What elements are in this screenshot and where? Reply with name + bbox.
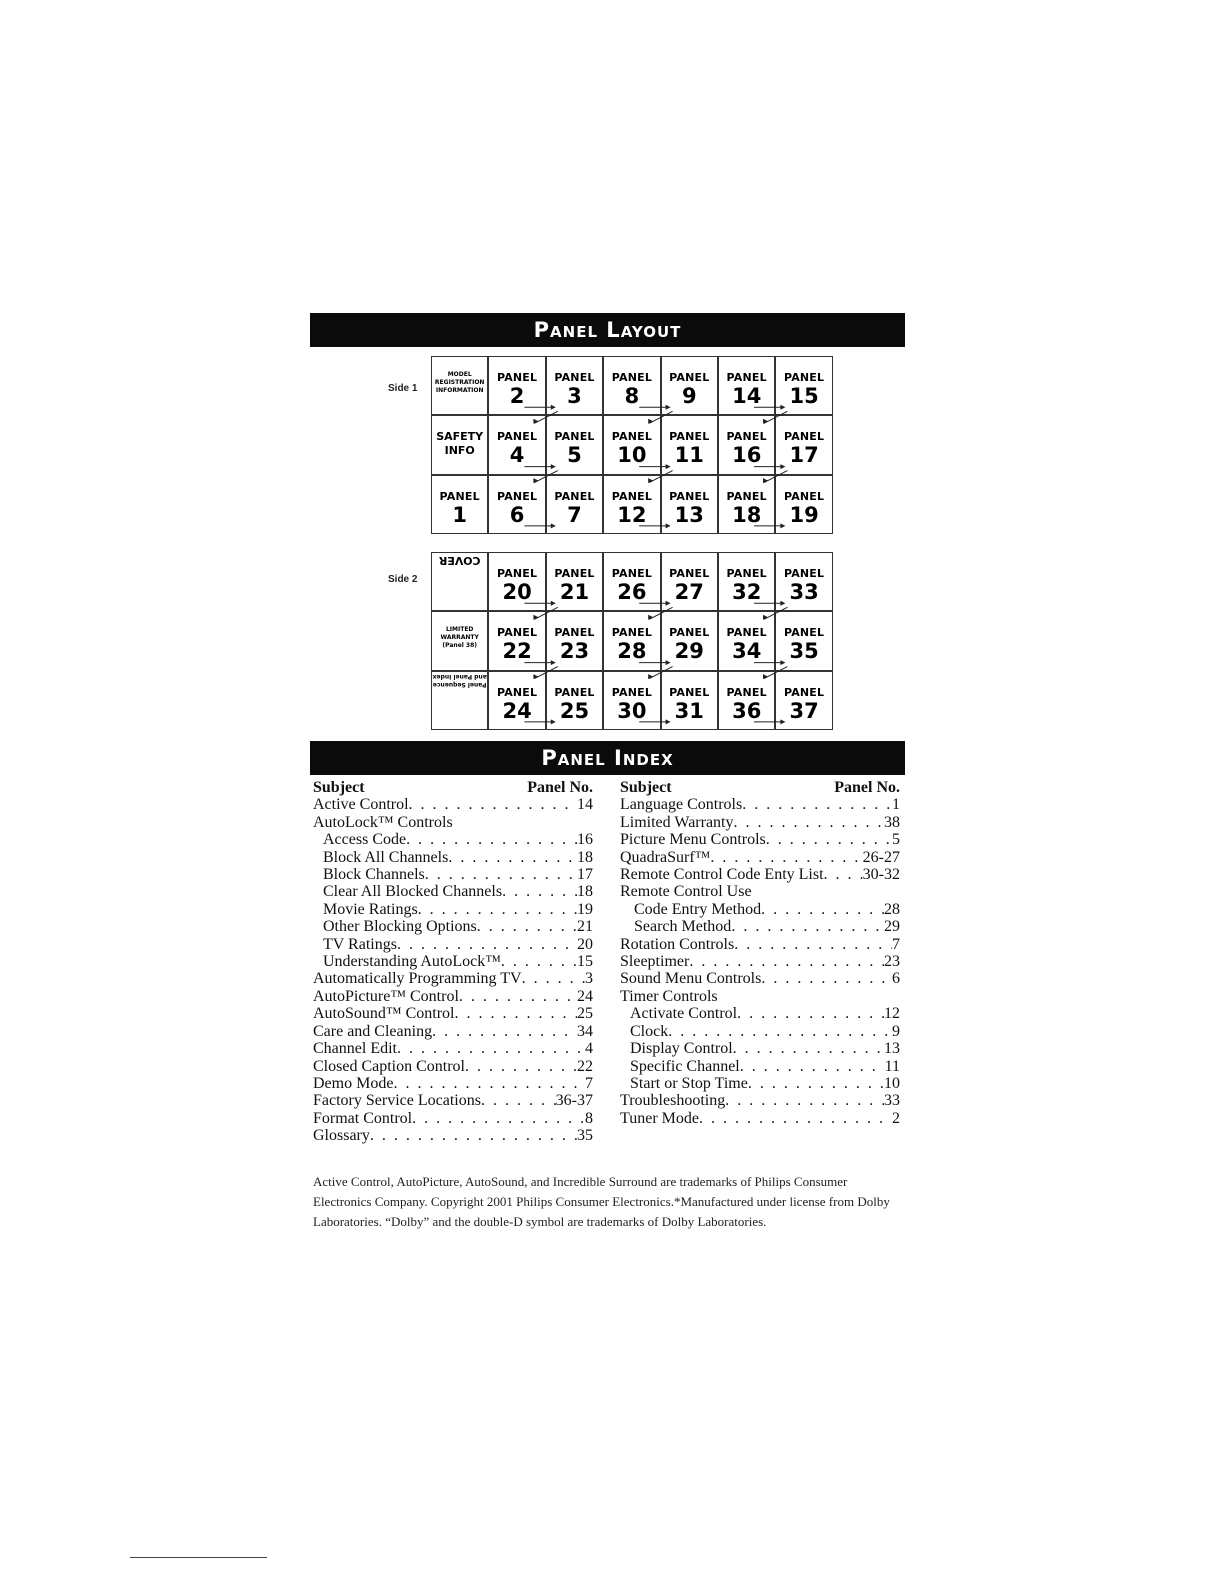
index-panel-number: 19 (577, 900, 593, 918)
index-panel-number: 36-37 (555, 1092, 593, 1110)
index-subject: AutoLock™ Controls (313, 813, 453, 831)
dot-leader (761, 970, 892, 987)
index-entry (313, 1040, 593, 1057)
index-entry (313, 831, 593, 848)
dot-leader (432, 1023, 577, 1040)
index-subject: Clear All Blocked Channels (323, 883, 503, 901)
index-subject: Closed Caption Control (313, 1057, 465, 1075)
panel-number: 32 (732, 580, 762, 604)
index-panel-number: 5 (892, 831, 900, 849)
panel-label: PANEL (783, 430, 825, 444)
index-subject: Search Method (634, 918, 732, 936)
dot-leader (406, 831, 577, 848)
panel-label: PANEL (554, 489, 595, 503)
panel-7-cell (546, 475, 603, 534)
index-panel-number: 28 (884, 900, 900, 918)
dot-leader (742, 796, 892, 813)
panel-label: PANEL (439, 489, 480, 503)
index-subject: Start or Stop Time (630, 1074, 748, 1092)
divider-line (130, 1557, 267, 1558)
panel-no-header: Panel No. (527, 779, 593, 796)
panel-number: 3 (567, 384, 582, 408)
panel-index-heading: Panel Index (310, 741, 905, 775)
dot-leader (481, 1092, 556, 1109)
panel-number: 23 (559, 639, 590, 664)
panel-number: 29 (674, 639, 704, 664)
side-2-panel-grid (431, 552, 833, 730)
index-entry (620, 918, 900, 935)
panel-label: PANEL (669, 489, 710, 503)
index-subject: Automatically Programming TV (313, 970, 522, 988)
panel-number: 30 (617, 698, 647, 723)
index-entry (313, 1127, 593, 1144)
index-panel-number: 3 (585, 970, 593, 988)
trademark-footnote: Active Control, AutoPicture, AutoSound, and Incredible Surround are trademarks of Philips Consumer Electronics Company. Copyright 2001 Philips Consumer Electronics.*Manufactured under license from Dolby Laboratories. “Dolby” and the double-D symbol are trademarks of Dolby Laboratories. (313, 1174, 890, 1229)
index-subject: Care and Cleaning (313, 1022, 433, 1040)
panel-label: PANEL (669, 626, 710, 640)
index-subject: Code Entry Method (634, 900, 762, 918)
index-panel-number: 8 (585, 1109, 593, 1127)
index-subject: AutoSound™ Control (313, 1005, 455, 1023)
panel-label: PANEL (783, 685, 825, 699)
panel-number: 13 (674, 502, 704, 527)
index-panel-number: 21 (577, 918, 593, 936)
panel-label: PANEL (783, 567, 825, 580)
panel-label: PANEL (783, 371, 825, 384)
panel-label: PANEL (783, 626, 825, 640)
index-entry (313, 796, 593, 813)
panel-label: PANEL (554, 685, 595, 699)
index-panel-number: 23 (884, 953, 900, 971)
panel-34-cell (718, 611, 775, 670)
panel-label: PANEL (611, 685, 653, 699)
panel-number: 37 (789, 698, 819, 723)
special-panel-label: Panel Sequence and Panel Index (432, 672, 487, 688)
panel-number: 14 (732, 384, 762, 408)
index-subject: Remote Control Use (620, 883, 752, 901)
panel-label: PANEL (611, 626, 653, 640)
panel-number: 25 (559, 698, 590, 723)
panel-25-cell (546, 671, 603, 730)
panel-5-cell (546, 415, 603, 474)
panel-number: 4 (509, 443, 525, 468)
panel-number: 24 (502, 698, 532, 723)
dot-leader (733, 1040, 884, 1057)
dot-leader (412, 1110, 585, 1127)
panel-number: 26 (617, 580, 647, 604)
index-entry (620, 936, 900, 953)
index-panel-number: 29 (884, 918, 900, 936)
index-subject: Picture Menu Controls (620, 831, 766, 849)
panel-label: PANEL (496, 685, 538, 699)
panel-label: PANEL (496, 371, 538, 384)
dot-leader (734, 814, 885, 831)
dot-leader (397, 936, 577, 953)
panel-label: PANEL (496, 430, 538, 444)
special-panel-label: MODEL REGISTRATION INFORMATION (434, 371, 485, 394)
special-panel-label: SAFETY INFO (436, 430, 484, 458)
panel-number: 35 (789, 639, 819, 664)
index-subject: Access Code (323, 831, 407, 849)
side-2-label: Side 2 (388, 574, 418, 585)
panel-14-cell (718, 356, 775, 415)
index-entry (313, 1058, 593, 1075)
panel-number: 15 (789, 384, 819, 408)
dot-leader (710, 849, 862, 866)
index-panel-number: 17 (577, 866, 593, 884)
index-panel-number: 33 (884, 1092, 900, 1110)
panel-label: PANEL (611, 430, 653, 444)
panel-27-cell (661, 552, 718, 611)
panel-33-cell (775, 552, 832, 611)
panel-number: 18 (732, 502, 762, 527)
index-entry (313, 1075, 593, 1092)
dot-leader (418, 901, 577, 918)
panel-12-cell (603, 475, 660, 534)
index-panel-number: 12 (884, 1005, 900, 1023)
index-subject: Movie Ratings (323, 900, 418, 918)
index-subject: Format Control (313, 1109, 413, 1127)
special-panel-cell (431, 552, 488, 611)
panel-number: 21 (559, 580, 590, 604)
panel-label: PANEL (611, 567, 653, 580)
dot-leader (731, 918, 884, 935)
panel-8-cell (603, 356, 660, 415)
index-header (620, 779, 900, 796)
panel-number: 34 (732, 639, 762, 664)
index-entry (313, 901, 593, 918)
index-entry (620, 796, 900, 813)
panel-37-cell (775, 671, 832, 730)
index-entry (620, 831, 900, 848)
index-entry (313, 953, 593, 970)
index-entry (620, 1023, 900, 1040)
panel-17-cell (775, 415, 832, 474)
index-entry (620, 1005, 900, 1022)
index-subject: Display Control (630, 1040, 733, 1058)
dot-leader (522, 970, 585, 987)
panel-28-cell (603, 611, 660, 670)
index-panel-number: 10 (884, 1074, 900, 1092)
panel-label: PANEL (726, 430, 767, 444)
index-subject: Sound Menu Controls (620, 970, 762, 988)
panel-number: 7 (567, 502, 582, 527)
index-entry (313, 1110, 593, 1127)
index-entry (620, 970, 900, 987)
dot-leader (465, 1058, 577, 1075)
index-subject: Clock (630, 1022, 669, 1040)
index-subject: Channel Edit (313, 1040, 397, 1058)
index-panel-number: 25 (577, 1005, 593, 1023)
dot-leader (737, 1005, 884, 1022)
index-subject: Tuner Mode (620, 1109, 699, 1127)
index-panel-number: 34 (577, 1022, 593, 1040)
index-panel-number: 14 (577, 796, 593, 814)
index-entry (313, 1023, 593, 1040)
panel-32-cell (718, 552, 775, 611)
index-subject: Limited Warranty (620, 813, 734, 831)
dot-leader (734, 936, 892, 953)
dot-leader (699, 1110, 892, 1127)
panel-label: PANEL (726, 626, 767, 640)
panel-label: PANEL (554, 371, 595, 384)
dot-leader (501, 953, 577, 970)
special-panel-cell (431, 611, 488, 670)
panel-18-cell (718, 475, 775, 534)
index-panel-number: 24 (577, 987, 593, 1005)
index-entry (620, 1092, 900, 1109)
index-subject: Activate Control (630, 1005, 738, 1023)
index-panel-number: 9 (892, 1022, 900, 1040)
index-panel-number: 4 (585, 1040, 593, 1058)
panel-number: 27 (674, 580, 704, 604)
dot-leader (824, 866, 863, 883)
panel-label: PANEL (669, 371, 710, 384)
panel-number: 31 (674, 698, 704, 723)
dot-leader (725, 1092, 884, 1109)
index-panel-number: 7 (892, 935, 900, 953)
index-subject: Block Channels (323, 866, 425, 884)
index-entry (313, 883, 593, 900)
index-panel-number: 7 (585, 1074, 593, 1092)
index-entry (313, 866, 593, 883)
panel-number: 20 (502, 580, 532, 604)
panel-number: 1 (452, 502, 467, 527)
panel-label: PANEL (496, 626, 538, 640)
index-subject: Timer Controls (620, 987, 718, 1005)
panel-number: 5 (567, 443, 582, 468)
dot-leader (448, 849, 577, 866)
index-subject: Rotation Controls (620, 935, 735, 953)
dot-leader (689, 953, 884, 970)
dot-leader (668, 1023, 892, 1040)
subject-header: Subject (313, 779, 365, 796)
index-entry (313, 1005, 593, 1022)
panel-label: PANEL (726, 567, 767, 580)
index-header (313, 779, 593, 796)
panel-4-cell (488, 415, 545, 474)
index-entry (620, 953, 900, 970)
panel-23-cell (546, 611, 603, 670)
index-entry (620, 883, 900, 900)
dot-leader (748, 1075, 884, 1092)
panel-31-cell (661, 671, 718, 730)
index-subject: TV Ratings (323, 935, 397, 953)
index-subject: AutoPicture™ Control (313, 987, 459, 1005)
index-panel-number: 6 (892, 970, 900, 988)
special-panel-label: COVER (438, 554, 481, 567)
dot-leader (766, 831, 892, 848)
dot-leader (459, 988, 577, 1005)
panel-number: 12 (617, 502, 647, 527)
panel-no-header: Panel No. (834, 779, 900, 796)
index-panel-number: 13 (884, 1040, 900, 1058)
index-panel-number: 20 (577, 935, 593, 953)
index-subject: Troubleshooting (620, 1092, 726, 1110)
index-subject: Active Control (313, 796, 409, 814)
dot-leader (370, 1127, 577, 1144)
index-panel-number: 1 (892, 796, 900, 814)
panel-label: PANEL (554, 626, 595, 640)
special-panel-cell (431, 356, 488, 415)
index-entry (620, 1058, 900, 1075)
index-subject: Glossary (313, 1127, 370, 1145)
index-subject: Other Blocking Options (323, 918, 477, 936)
panel-1-cell (431, 475, 488, 534)
side-1-panel-grid (431, 356, 833, 534)
panel-number: 19 (789, 502, 819, 527)
index-subject: Specific Channel (630, 1057, 740, 1075)
panel-label: PANEL (726, 371, 767, 384)
panel-label: PANEL (496, 567, 538, 580)
panel-36-cell (718, 671, 775, 730)
panel-number: 6 (509, 502, 525, 527)
panel-10-cell (603, 415, 660, 474)
panel-number: 33 (789, 580, 819, 604)
panel-label: PANEL (783, 489, 825, 503)
panel-26-cell (603, 552, 660, 611)
special-panel-cell (431, 415, 488, 474)
panel-number: 10 (617, 443, 647, 468)
index-subject: Remote Control Code Enty List (620, 866, 824, 884)
panel-35-cell (775, 611, 832, 670)
dot-leader (454, 1005, 577, 1022)
panel-number: 11 (674, 443, 704, 468)
panel-index-right-column (620, 779, 900, 1127)
panel-11-cell (661, 415, 718, 474)
panel-label: PANEL (554, 430, 595, 444)
dot-leader (761, 901, 884, 918)
panel-15-cell (775, 356, 832, 415)
dot-leader (397, 1040, 585, 1057)
index-panel-number: 26-27 (862, 848, 900, 866)
index-entry (313, 918, 593, 935)
panel-layout-heading: Panel Layout (310, 313, 905, 347)
index-entry (313, 849, 593, 866)
panel-24-cell (488, 671, 545, 730)
panel-number: 22 (502, 639, 532, 664)
panel-label: PANEL (669, 430, 710, 444)
index-panel-number: 15 (577, 953, 593, 971)
panel-label: PANEL (496, 489, 538, 503)
panel-label: PANEL (554, 567, 595, 580)
index-panel-number: 18 (577, 883, 593, 901)
panel-16-cell (718, 415, 775, 474)
panel-number: 2 (509, 384, 525, 408)
panel-label: PANEL (669, 567, 710, 580)
panel-label: PANEL (726, 685, 767, 699)
special-panel-label: LIMITED WARRANTY (Panel 38) (440, 626, 479, 650)
index-entry (620, 1075, 900, 1092)
panel-20-cell (488, 552, 545, 611)
index-entry (313, 970, 593, 987)
index-subject: Block All Channels (323, 848, 449, 866)
index-entry (620, 1040, 900, 1057)
special-panel-cell (431, 671, 488, 730)
index-subject: Sleeptimer (620, 953, 690, 971)
index-panel-number: 11 (884, 1057, 900, 1075)
panel-19-cell (775, 475, 832, 534)
panel-label: PANEL (611, 371, 653, 384)
panel-number: 16 (732, 443, 762, 468)
index-entry (620, 814, 900, 831)
panel-13-cell (661, 475, 718, 534)
index-entry (620, 1110, 900, 1127)
panel-number: 17 (789, 443, 819, 468)
dot-leader (502, 883, 577, 900)
panel-number: 8 (624, 384, 640, 408)
index-panel-number: 2 (892, 1109, 900, 1127)
panel-label: PANEL (669, 685, 710, 699)
side-1-label: Side 1 (388, 383, 418, 394)
panel-9-cell (661, 356, 718, 415)
panel-22-cell (488, 611, 545, 670)
index-subject: Factory Service Locations (313, 1092, 481, 1110)
panel-6-cell (488, 475, 545, 534)
index-panel-number: 30-32 (862, 866, 900, 884)
index-panel-number: 38 (884, 813, 900, 831)
index-panel-number: 35 (577, 1127, 593, 1145)
panel-label: PANEL (611, 489, 653, 503)
index-entry (313, 936, 593, 953)
panel-index-left-column (313, 779, 593, 1145)
subject-header: Subject (620, 779, 672, 796)
index-subject: QuadraSurf™ (620, 848, 711, 866)
panel-number: 36 (732, 698, 762, 723)
index-subject: Language Controls (620, 796, 743, 814)
index-panel-number: 22 (577, 1057, 593, 1075)
dot-leader (740, 1058, 885, 1075)
dot-leader (393, 1075, 585, 1092)
index-panel-number: 18 (577, 848, 593, 866)
panel-21-cell (546, 552, 603, 611)
index-entry (313, 1092, 593, 1109)
index-subject: Understanding AutoLock™ (323, 953, 501, 971)
dot-leader (425, 866, 577, 883)
index-entry (313, 814, 593, 831)
panel-2-cell (488, 356, 545, 415)
index-entry (620, 901, 900, 918)
dot-leader (477, 918, 577, 935)
panel-label: PANEL (726, 489, 767, 503)
index-panel-number: 16 (577, 831, 593, 849)
index-entry (620, 849, 900, 866)
panel-29-cell (661, 611, 718, 670)
index-subject: Demo Mode (313, 1074, 394, 1092)
panel-number: 28 (617, 639, 647, 664)
index-entry (620, 988, 900, 1005)
index-entry (620, 866, 900, 883)
panel-3-cell (546, 356, 603, 415)
panel-number: 9 (681, 384, 697, 408)
index-entry (313, 988, 593, 1005)
panel-30-cell (603, 671, 660, 730)
dot-leader (409, 796, 577, 813)
